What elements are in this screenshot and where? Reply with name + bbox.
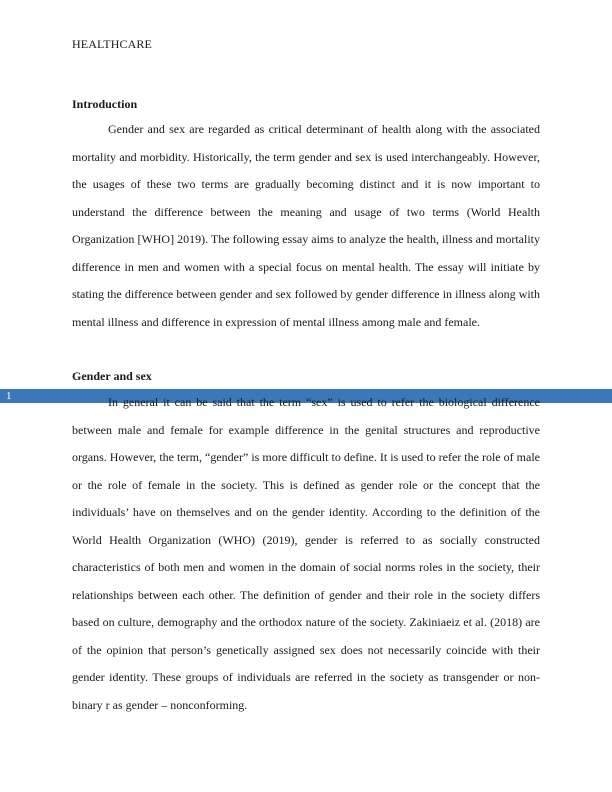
page-marker-number: 1 <box>6 390 12 402</box>
running-head: HEALTHCARE <box>72 37 152 51</box>
section-heading-gender-and-sex: Gender and sex <box>72 369 152 383</box>
paragraph-introduction: Gender and sex are regarded as critical determinant of health along with the associated mortality and morbidity. Historically, the term gender and sex is used interchangeably. However, the usages of these two terms are gradually becoming distinct and it is now important to understand the difference between the meaning and usage of two terms (World Health Organization [WHO] 2019). The following essay aims to analyze the health, illness and mortality difference in men and women with a special focus on mental health. The essay will initiate by stating the difference between gender and sex followed by gender difference in illness along with mental illness and difference in expression of mental illness among male and female. <box>72 122 540 329</box>
section-heading-introduction: Introduction <box>72 97 138 111</box>
paragraph-gender-and-sex: In general it can be said that the term “sex” is used to refer the biological difference between male and female for example difference in the genital structures and reproductive organs. However, the term, “gender” is more difficult to define. It is used to refer the role of male or the role of female in the society. This is defined as gender role or the concept that the individuals’ have on themselves and on the gender identity. According to the definition of the World Health Organization (WHO) (2019), gender is referred to as socially constructed characteristics of both men and women in the domain of social norms roles in the society, their relationships between each other. The definition of gender and their role in the society differs based on culture, demography and the orthodox nature of the society. Zakiniaeiz et al. (2018) are of the opinion that person’s genetically assigned sex does not necessarily coincide with their gender identity. These groups of individuals are referred in the society as transgender or non-binary r as gender – nonconforming. <box>72 395 540 712</box>
